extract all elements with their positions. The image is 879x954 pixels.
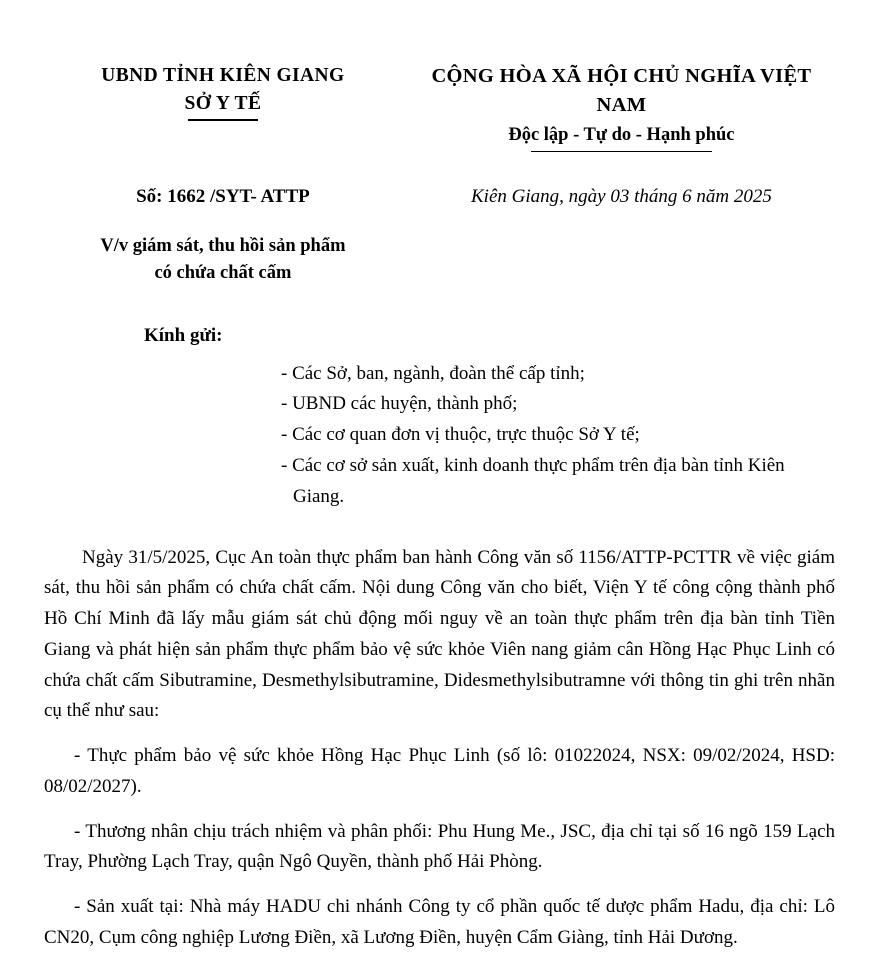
- issuing-authority-name: UBND TỈNH KIÊN GIANG: [101, 65, 345, 86]
- recipients-label: Kính gửi:: [144, 325, 223, 347]
- country-name: CỘNG HÒA XÃ HỘI CHỦ NGHĨA VIỆT NAM: [431, 65, 812, 116]
- document-subject: [44, 233, 408, 289]
- subject-line-1: V/v giám sát, thu hồi sản phẩm: [100, 235, 346, 256]
- reference-row: [44, 184, 835, 211]
- list-item: - UBND các huyện, thành phố;: [281, 393, 518, 415]
- document-header: [44, 62, 835, 150]
- list-item: - Các cơ sở sản xuất, kinh doanh thực phẩm trên địa bàn tỉnh Kiên Giang.: [281, 455, 785, 507]
- subject-line-2: có chứa chất cấm: [154, 263, 292, 284]
- issuing-department-name: SỞ Y TẾ: [185, 90, 262, 118]
- recipients-section: [44, 322, 835, 512]
- body-paragraph: Ngày 31/5/2025, Cục An toàn thực phẩm ban hành Công văn số 1156/ATTP-PCTTR về việc giám sát, thu hồi sản phẩm có chứa chất cấm. Nội dung Công văn cho biết, Viện Y tế công cộng thành phố Hồ Chí Minh đã lấy mẫu giám sát chủ động mối nguy về an toàn thực phẩm trên địa bàn tỉnh Tiền Giang và phát hiện sản phẩm thực phẩm bảo vệ sức khỏe Viên nang giảm cân Hồng Hạc Phục Linh có chứa chất cấm Sibutramine, Desmethylsibutramine, Didesmethylsibutramne với thông tin ghi trên nhãn cụ thể như sau:: [44, 546, 835, 722]
- document-number: Số: 1662 /SYT- ATTP: [136, 186, 310, 208]
- list-item: - Các cơ quan đơn vị thuộc, trực thuộc Sở Y tế;: [281, 424, 640, 446]
- national-header-block: [408, 62, 835, 150]
- list-item: - Các Sở, ban, ngành, đoàn thể cấp tỉnh;: [281, 362, 585, 384]
- national-motto: Độc lập - Tự do - Hạnh phúc: [508, 122, 734, 150]
- place-date-block: [408, 184, 835, 211]
- body-paragraph: - Thương nhân chịu trách nhiệm và phân phối: Phu Hung Me., JSC, địa chỉ tại số 16 ngõ 159 Lạch Tray, Phường Lạch Tray, quận Ngô Quyền, thành phố Hải Phòng.: [44, 820, 835, 873]
- place-and-date: Kiên Giang, ngày 03 tháng 6 năm 2025: [471, 186, 772, 208]
- issuing-authority-block: [44, 62, 408, 119]
- document-body: [44, 543, 835, 954]
- body-paragraph: - Thực phẩm bảo vệ sức khỏe Hồng Hạc Phục Linh (số lô: 01022024, NSX: 09/02/2024, HSD: 08/02/2027).: [44, 745, 835, 797]
- document-number-block: [44, 184, 408, 211]
- body-paragraph: - Sản xuất tại: Nhà máy HADU chi nhánh Công ty cổ phần quốc tế dược phẩm Hadu, địa chỉ: Lô CN20, Cụm công nghiệp Lương Điền, xã Lương Điền, huyện Cẩm Giàng, tỉnh Hải Dương.: [44, 896, 835, 948]
- recipients-list: [44, 359, 835, 513]
